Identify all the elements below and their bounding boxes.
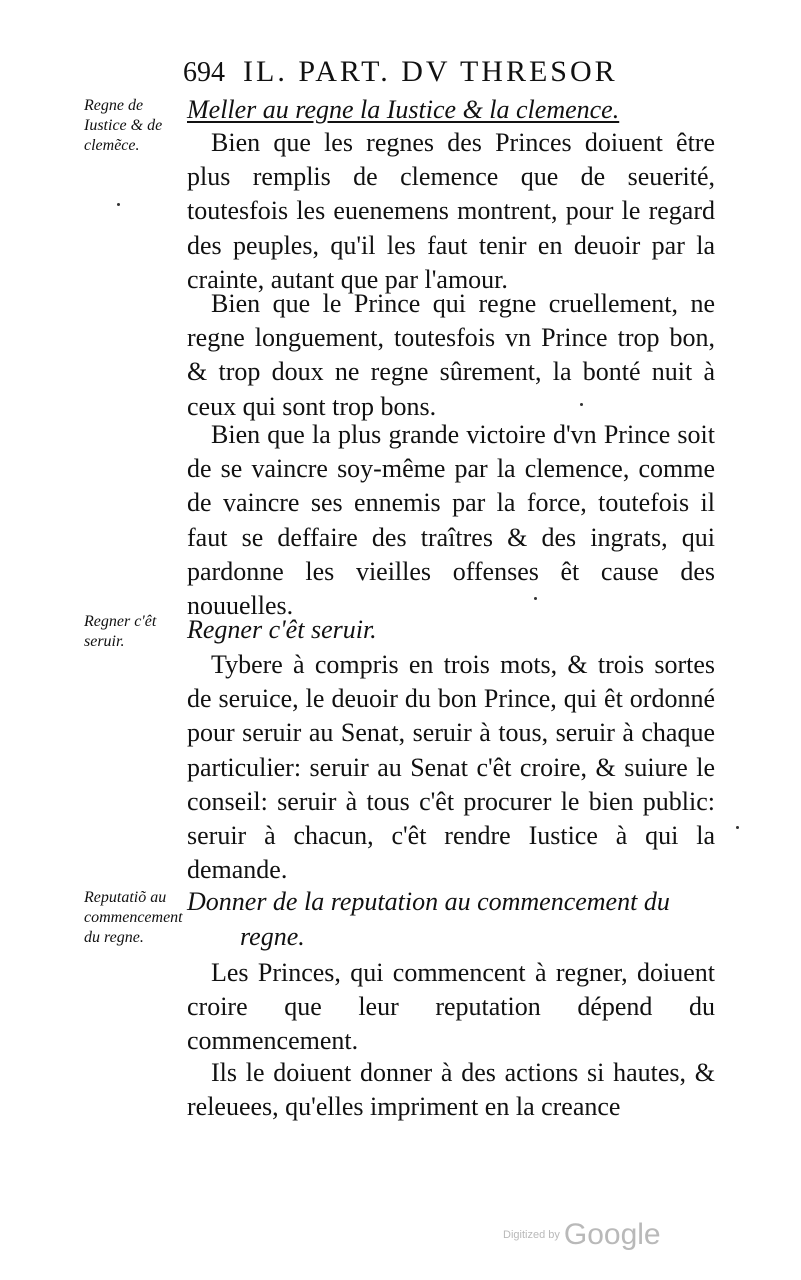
print-speck [736, 826, 739, 829]
running-title: IL. PART. DV THRESOR [243, 55, 618, 88]
watermark-prefix: Digitized by [503, 1229, 560, 1241]
paragraph-victoire: Bien que la plus grande victoire d'vn Prince soit de se vaincre soy-même par la clemence, comme de vaincre ses ennemis par la force, toutefois il faut se deffaire des traîtres & des ingrats, qui pardonne les vieilles offenses êt cause des nouuelles. [187, 420, 715, 621]
page-number: 694 [183, 57, 225, 88]
google-logo: Google [563, 1218, 661, 1251]
print-speck [580, 403, 583, 406]
print-speck [117, 203, 120, 206]
section-heading-regner: Regner c'êt seruir. [187, 615, 377, 644]
margin-note-reputation: Reputatiõ au commencement du regne. [84, 889, 183, 946]
paragraph-clemence: Bien que les regnes des Princes doiuent être plus remplis de clemence que de seuerité, toutesfois les euenemens montrent, pour le regard des peuples, qu'il les faut tenir en deuoir par la crainte, autant que par l'amour. [187, 128, 715, 294]
paragraph-cruellement: Bien que le Prince qui regne cruellement, ne regne longuement, toutesfois vn Prince trop bon, & trop doux ne regne sûrement, la bonté nuit à ceux qui sont trop bons. [187, 289, 715, 421]
section-heading-justice: Meller au regne la Iustice & la clemence. [187, 95, 620, 124]
digitized-watermark [503, 1218, 661, 1252]
margin-note-regner: Regner c'êt seruir. [84, 613, 157, 650]
paragraph-tybere: Tybere à compris en trois mots, & trois sortes de seruice, le deuoir du bon Prince, qui êt ordonné pour seruir au Senat, seruir à tous, seruir à chaque particulier: seruir au Senat c'êt croire, & suiure le conseil: seruir à tous c'êt procurer le bien public: seruir à chacun, c'êt rendre Iustice à qui la demande. [187, 650, 715, 885]
section-heading-reputation-cont: regne. [240, 922, 305, 951]
section-heading-reputation: Donner de la reputation au commencement du [187, 887, 670, 916]
print-speck [534, 597, 537, 600]
margin-note-justice: Regne de Iustice & de clemẽce. [84, 97, 163, 154]
paragraph-commencement: Les Princes, qui commencent à regner, doiuent croire que leur reputation dépend du commencement. [187, 958, 715, 1056]
paragraph-actions: Ils le doiuent donner à des actions si hautes, & releuees, qu'elles impriment en la creance [187, 1058, 715, 1122]
running-head [183, 55, 653, 89]
